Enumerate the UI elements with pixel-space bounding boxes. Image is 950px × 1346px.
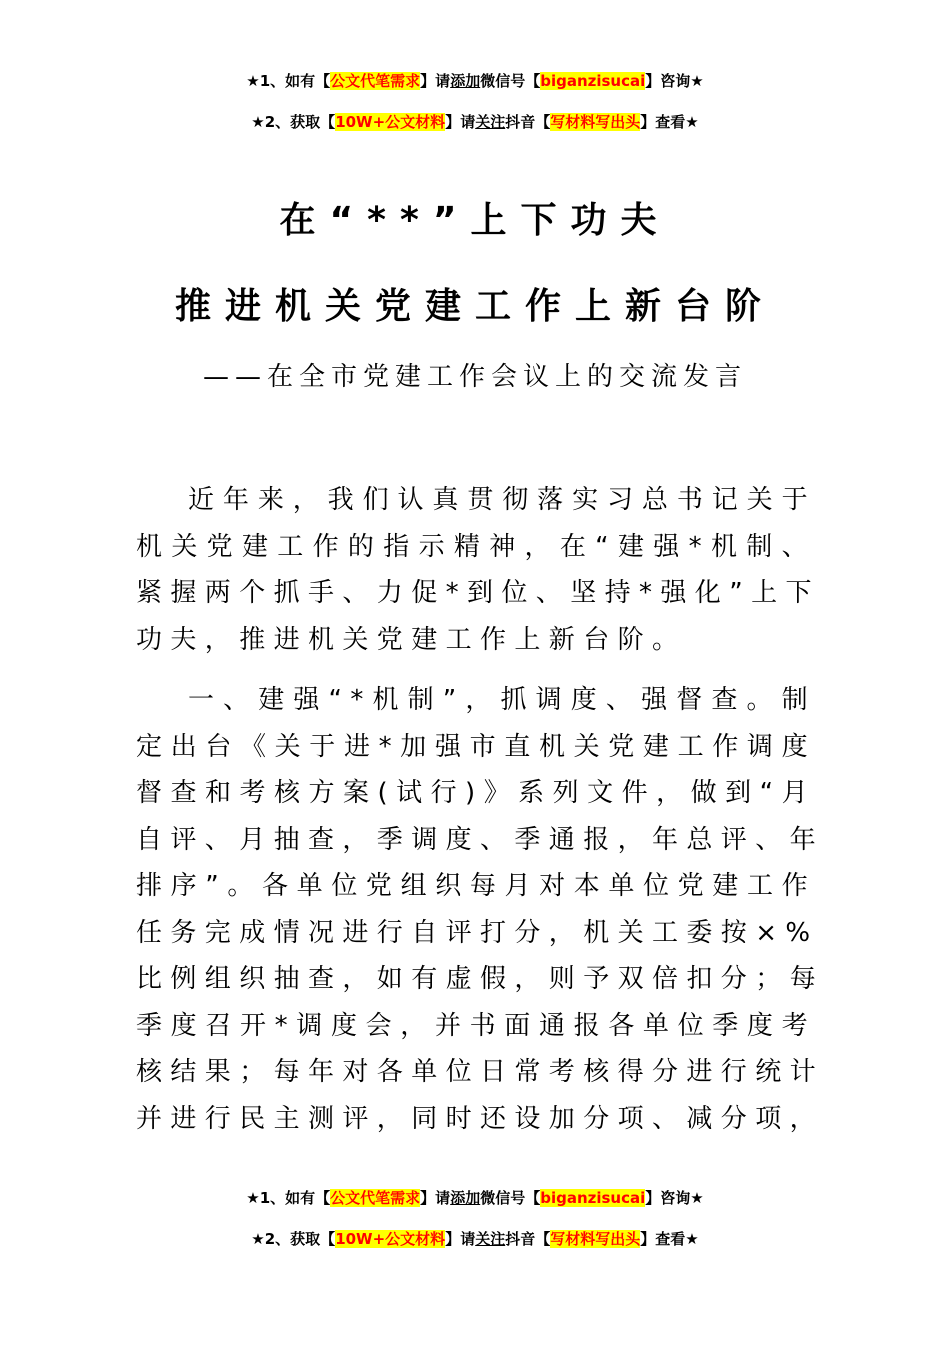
paragraph-1: [136, 477, 820, 663]
document-title-line-1: 在“**”上下功夫: [279, 200, 671, 241]
paragraph-line: 并进行民主测评，同时还设加分项、减分项，: [136, 1103, 825, 1134]
header-promo-line-2: [0, 111, 950, 133]
promo-text: 】请: [445, 1230, 476, 1248]
paragraph-line: 机关党建工作的指示精神，在“建强*机制、: [136, 531, 816, 562]
paragraph-line: 一、建强“*机制”，抓调度、强督查。制: [188, 685, 816, 715]
promo-text: 】咨询★: [645, 1189, 704, 1207]
promo-text: ★1、如有【: [246, 1189, 331, 1207]
paragraph-line: 近年来，我们认真贯彻落实习总书记关于: [188, 485, 816, 515]
paragraph-line: 功夫，推进机关党建工作上新台阶。: [136, 624, 687, 655]
promo-highlight: 公文代笔需求: [330, 72, 421, 90]
promo-text: ★2、获取【: [251, 113, 336, 131]
paragraph-line: 季度召开*调度会，并书面通报各单位季度考: [136, 1010, 816, 1041]
paragraph-line: 任务完成情况进行自评打分，机关工委按×%: [136, 917, 819, 948]
promo-text: 微信号【: [480, 1189, 541, 1207]
footer-promo-line-1: [0, 1187, 950, 1209]
header-promo-line-1: [0, 70, 950, 92]
promo-highlight: 10W+公文材料: [335, 113, 446, 131]
document-title-line-2: 推进机关党建工作上新台阶: [174, 286, 775, 327]
promo-highlight: 写材料写出头: [550, 1230, 641, 1248]
promo-highlight: 公文代笔需求: [330, 1189, 421, 1207]
promo-text: 】请: [445, 113, 476, 131]
promo-text: 抖音【: [505, 113, 551, 131]
paragraph-line: 定出台《关于进*加强市直机关党建工作调度: [136, 731, 816, 762]
promo-highlight: biganzisucai: [540, 72, 646, 90]
paragraph-line: 紧握两个抓手、力促*到位、坚持*强化”上下: [136, 578, 820, 608]
promo-text: 】查看★: [640, 1230, 699, 1248]
promo-underline: 关注: [475, 113, 506, 131]
paragraph-line: 比例组织抽查，如有虚假，则予双倍扣分；每: [136, 964, 825, 994]
footer-promo-line-2: [0, 1228, 950, 1250]
promo-underline: 关注: [475, 1230, 506, 1248]
paragraph-line: 排序”。各单位党组织每月对本单位党建工作: [136, 871, 816, 901]
paragraph-line: 自评、月抽查，季调度、季通报，年总评、年: [136, 824, 825, 855]
promo-text: ★2、获取【: [251, 1230, 336, 1248]
promo-highlight: 写材料写出头: [550, 113, 641, 131]
promo-text: 】请: [420, 1189, 451, 1207]
promo-text: 】咨询★: [645, 72, 704, 90]
paragraph-2: [136, 677, 825, 1142]
paragraph-line: 督查和考核方案(试行)》系列文件，做到“月: [136, 778, 816, 808]
promo-underline: 添加: [450, 1189, 481, 1207]
promo-highlight: biganzisucai: [540, 1189, 646, 1207]
promo-underline: 添加: [450, 72, 481, 90]
promo-highlight: 10W+公文材料: [335, 1230, 446, 1248]
promo-text: 】请: [420, 72, 451, 90]
paragraph-line: 核结果；每年对各单位日常考核得分进行统计: [136, 1057, 825, 1087]
promo-text: 抖音【: [505, 1230, 551, 1248]
promo-text: 】查看★: [640, 113, 699, 131]
promo-text: 微信号【: [480, 72, 541, 90]
promo-text: ★1、如有【: [246, 72, 331, 90]
document-subtitle: ——在全市党建工作会议上的交流发言: [202, 362, 747, 392]
